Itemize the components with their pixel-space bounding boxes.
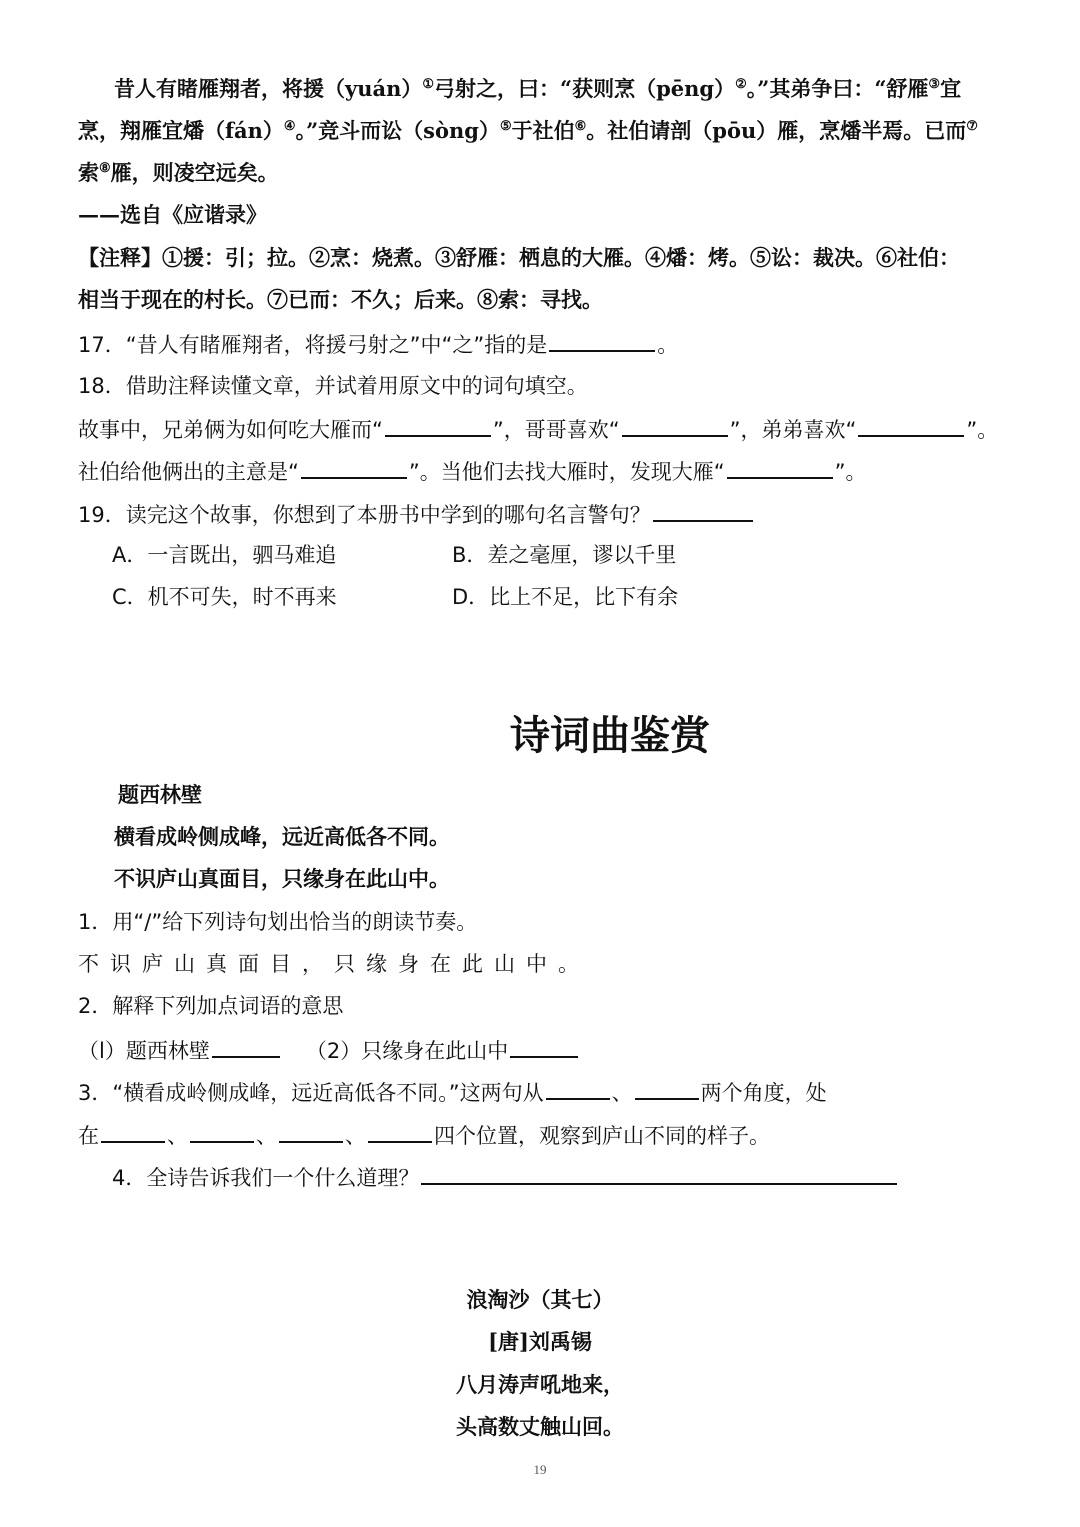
answer-blank[interactable]	[549, 328, 655, 352]
answer-blank[interactable]	[727, 455, 833, 479]
option-c[interactable]: C．机不可失，时不再来	[112, 585, 337, 609]
answer-blank[interactable]	[622, 413, 728, 437]
answer-blank[interactable]	[190, 1119, 254, 1143]
passage-line-2: 烹，翔雁宜燔（fán）④。”竞斗而讼（sòng）⑤于社伯⑥。社伯请剖（pōu）雁，烹燔半焉。已而⑦	[78, 118, 978, 143]
notes-line-2: 相当于现在的村长。⑦已而：不久；后来。⑧索：寻找。	[78, 287, 603, 312]
answer-blank[interactable]	[212, 1034, 280, 1058]
answer-blank[interactable]	[421, 1161, 897, 1185]
passage-line-3: 索⑧雁，则凌空远矣。	[78, 160, 279, 185]
question-3: 3．“横看成岭侧成峰，远近高低各不同。”这两句从 、 两个角度，处	[78, 1076, 1002, 1108]
question-19: 19．读完这个故事，你想到了本册书中学到的哪句名言警句？	[78, 498, 1002, 530]
option-d[interactable]: D．比上不足，比下有余	[452, 585, 679, 609]
question-2-items: （l）题西林壁 （2）只缘身在此山中	[78, 1034, 1002, 1066]
question-1: 1．用“/”给下列诗句划出恰当的朗读节奏。	[78, 910, 478, 934]
passage-source: ——选自《应谐录》	[78, 202, 267, 227]
question-18-line-1: 故事中，兄弟俩为如何吃大雁而“ ”，哥哥喜欢“ ”，弟弟喜欢“ ”。	[78, 413, 1002, 445]
question-17: 17．“昔人有睹雁翔者，将援弓射之”中“之”指的是 。	[78, 328, 1002, 360]
answer-blank[interactable]	[368, 1119, 432, 1143]
answer-blank[interactable]	[546, 1076, 610, 1100]
question-2: 2．解释下列加点词语的意思	[78, 994, 344, 1018]
passage-line-1: 昔人有睹雁翔者，将援（yuán）①弓射之，曰：“获则烹（pēng）②。”其弟争曰：“舒雁③宜	[114, 76, 962, 101]
page-number: 19	[533, 1462, 547, 1477]
notes-line-1: 【注释】①援：引；拉。②烹：烧煮。③舒雁：栖息的大雁。④燔：烤。⑤讼：裁决。⑥社伯：	[78, 245, 960, 270]
option-b[interactable]: B．差之毫厘，谬以千里	[452, 543, 677, 567]
answer-blank[interactable]	[301, 455, 407, 479]
answer-blank[interactable]	[858, 413, 964, 437]
answer-blank[interactable]	[653, 498, 753, 522]
answer-blank[interactable]	[279, 1119, 343, 1143]
question-4: 4．全诗告诉我们一个什么道理？	[112, 1161, 1002, 1193]
question-18: 18．借助注释读懂文章，并试着用原文中的词句填空。	[78, 374, 588, 398]
poem1-line-2: 不识庐山真面目，只缘身在此山中。	[114, 866, 450, 891]
poem2-line-2: 头高数丈触山回。	[456, 1414, 624, 1439]
section-title: 诗词曲鉴赏	[510, 713, 710, 759]
poem2-line-1: 八月涛声吼地来，	[456, 1372, 624, 1397]
question-18-line-2: 社伯给他俩出的主意是“ ”。当他们去找大雁时，发现大雁“ ”。	[78, 455, 1002, 487]
answer-blank[interactable]	[385, 413, 491, 437]
answer-blank[interactable]	[101, 1119, 165, 1143]
answer-blank[interactable]	[635, 1076, 699, 1100]
poem2-title: 浪淘沙（其七）	[466, 1287, 614, 1312]
poem2-author: [唐]刘禹锡	[488, 1329, 592, 1354]
poem1-line-1: 横看成岭侧成峰，远近高低各不同。	[114, 824, 450, 849]
poem1-title: 题西林壁	[118, 782, 202, 807]
answer-blank[interactable]	[510, 1034, 578, 1058]
question-3-line-2: 在 、 、 、 四个位置，观察到庐山不同的样子。	[78, 1119, 1002, 1151]
question-1-poem-line: 不识庐山真面目，只缘身在此山中。	[78, 952, 590, 976]
option-a[interactable]: A．一言既出，驷马难追	[112, 543, 337, 567]
